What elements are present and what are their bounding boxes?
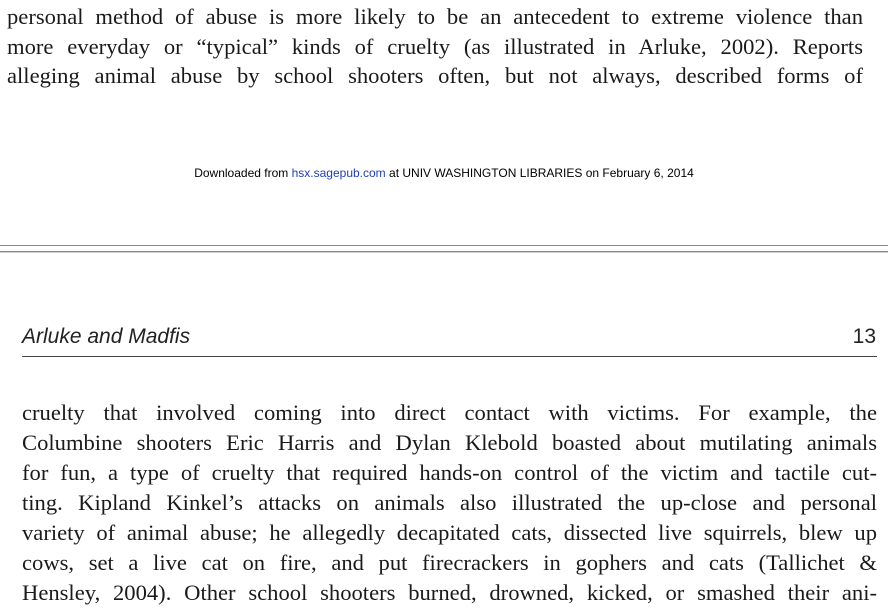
- text-line: Columbine shooters Eric Harris and Dylan Klebold boasted about mutilating animals: [22, 430, 877, 455]
- page-number: 13: [852, 325, 876, 348]
- page-separator: [0, 245, 888, 252]
- text-line: for fun, a type of cruelty that required hands-on control of the victim and tactile cut-: [22, 460, 877, 485]
- body-paragraph: [22, 398, 877, 608]
- source-link[interactable]: hsx.sagepub.com: [291, 166, 386, 180]
- text-line: alleging animal abuse by school shooters often, but not always, described forms of: [7, 63, 863, 89]
- text-line: variety of animal abuse; he allegedly decapitated cats, dissected live squirrels, blew up: [22, 520, 877, 545]
- running-header: [22, 322, 877, 357]
- running-header-authors: Arluke and Madfis: [22, 325, 191, 348]
- text-line: cruelty that involved coming into direct contact with victims. For example, the: [22, 400, 877, 425]
- download-notice: [0, 166, 888, 180]
- text-line: personal method of abuse is more likely to be an antecedent to extreme violence than: [7, 4, 863, 29]
- download-prefix: Downloaded from: [194, 166, 289, 180]
- text-line: ting. Kipland Kinkel’s attacks on animals also illustrated the up-close and personal: [22, 490, 877, 515]
- previous-page-paragraph: [7, 2, 863, 91]
- text-line: cows, set a live cat on fire, and put firecrackers in gophers and cats (Tallichet &: [22, 550, 877, 575]
- text-line: more everyday or “typical” kinds of cruelty (as illustrated in Arluke, 2002). Reports: [7, 33, 863, 59]
- text-line: Hensley, 2004). Other school shooters burned, drowned, kicked, or smashed their ani-: [22, 580, 877, 605]
- download-suffix: at UNIV WASHINGTON LIBRARIES on February 6, 2014: [389, 166, 694, 180]
